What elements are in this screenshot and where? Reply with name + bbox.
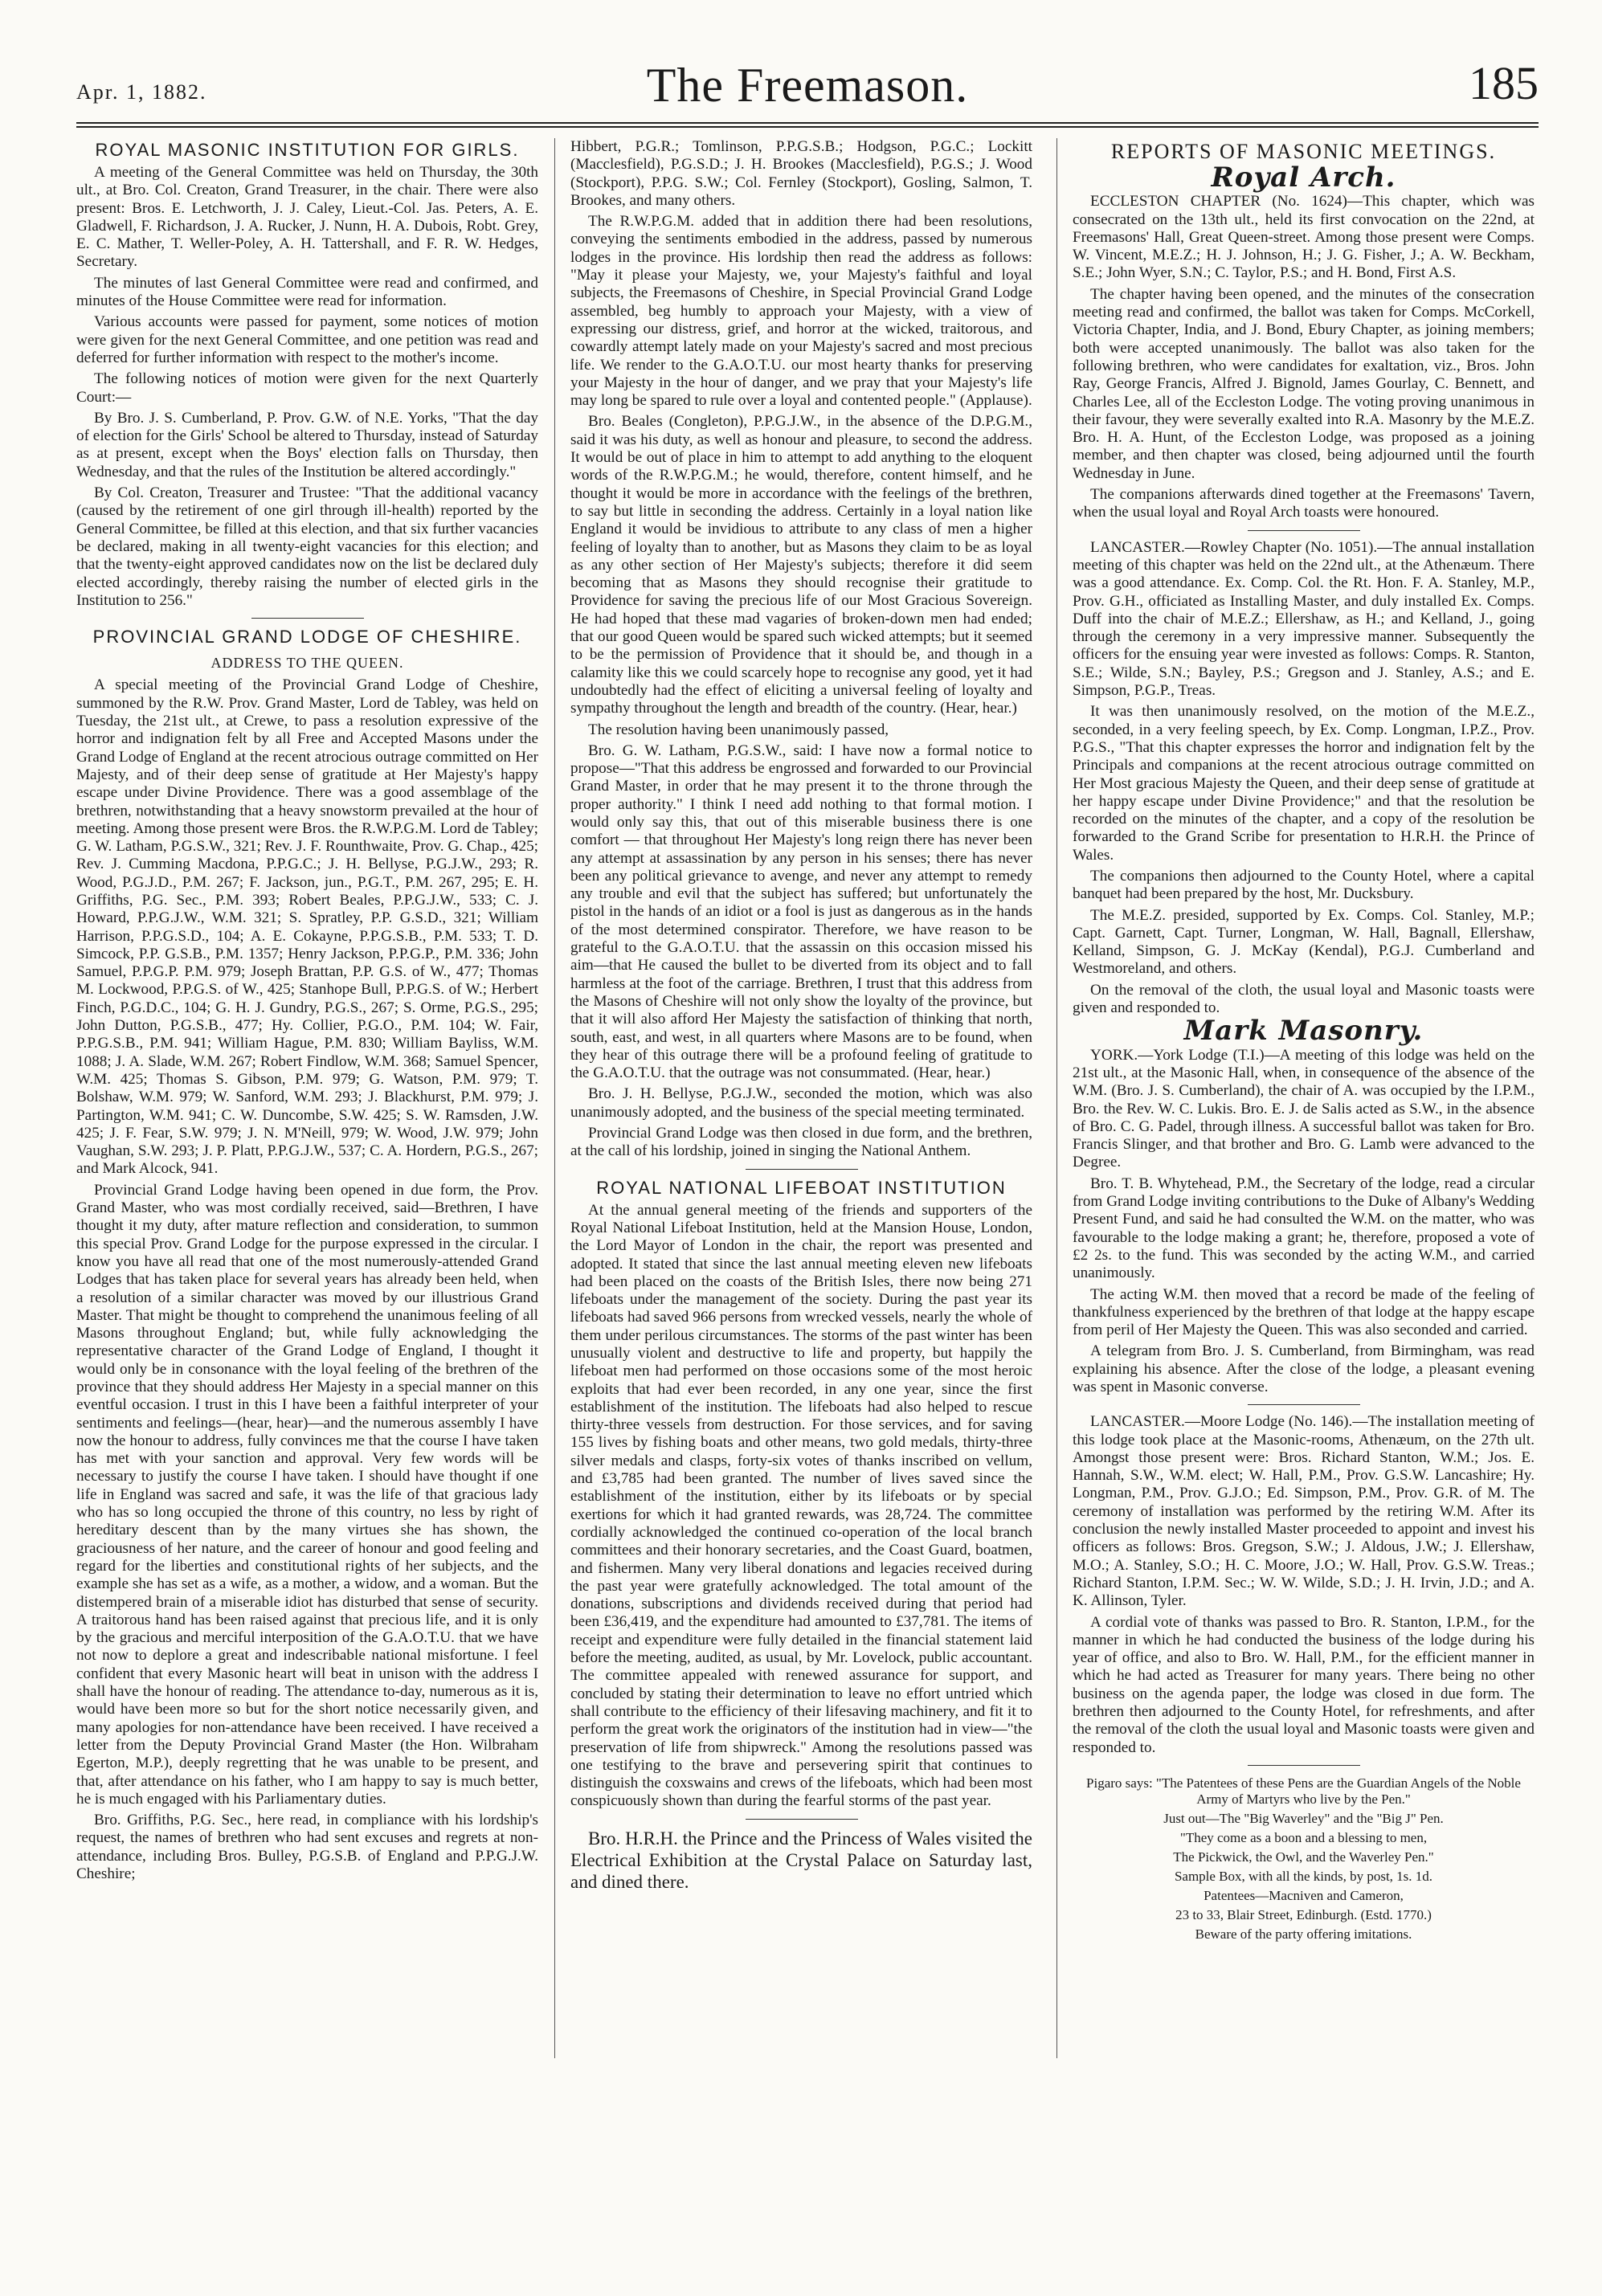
paragraph: Bro. Beales (Congleton), P.P.G.J.W., in the absence of the D.P.G.M., said it was his duty, as well as honour and pleasure, to second the address. It would be out of place in him to attempt to add anything to the eloquent words of the R.W.P.G.M.; he would, therefore, content himself, and he thought it would be more in accordance with the feelings of the brethren, to say but little in seconding the address. Certainly in a loyal nation like England it would be invidious to attribute to any class of men a higher feeling of loyalty than to another, but as Masons they claim to be as loyal as any other section of Her Majesty's subjects; therefore it did seem becoming that as Masons they should recognise their gratitude to Providence for saving the precious life of our Most Gracious Sovereign. He had hoped that these mad vagaries of broken-down men had ended; that our good Queen would be spared such wicked attempts; but it seemed to be the permission of Providence that it should be, and though in a calamity like this we could scarcely hope to recognise any good, yet it had undoubtedly had the effect of eliciting a universal feeling of loyalty and sympathy throughout the length and breadth of the country. (Hear, hear.) bbox=[570, 413, 1032, 717]
ad-line: Beware of the party offering imitations. bbox=[1195, 1926, 1412, 1942]
paragraph: LANCASTER.—Rowley Chapter (No. 1051).—The annual installation meeting of this chapter was held on the 22nd ult., at the Athenæum. There was a good attendance. Ex. Comp. Col. the Rt. Hon. F. A. Stanley, M.P., Prov. G.H., officiated as Installing Master, and duly installed Ex. Comps. Duff into the chair of M.E.Z.; Ellershaw, as H.; and Kelland, J., going through the ceremony in a very impressive manner. Subsequently the officers for the ensuing year were invested as follows: Comps. R. Stanton, S.E.; Wilde, S.N.; Bayley, P.S.; Gregson and J. Stanley, A.S.; and E. Simpson, P.G.P., Treas. bbox=[1073, 538, 1535, 700]
paragraph: LANCASTER.—Moore Lodge (No. 146).—The installation meeting of this lodge took place at the Masonic-rooms, Athenæum, on the 27th ult. Amongst those present were: Bros. Richard Stanton, W.M.; Jos. E. Hannah, S.W., W.M. elect; W. Hall, P.M., Prov. G.S.W. Lancashire; Hy. Longman, P.M., Prov. G.J.O.; Ed. Simpson, P.M., Prov. G.R. of M. The ceremony of installation was performed by the retiring W.M. After its conclusion the newly installed Master proceeded to appoint and invest his officers as follows: Bros. Gregson, S.W.; J. Aldous, J.W.; J. Ellershaw, M.O.; A. Stanley, S.O.; H. C. Moore, J.O.; W. Hall, Prov. G.S.W. Treas.; Richard Stanton, I.P.M. Sec.; W. W. Wilde, S.D.; J. H. Irvin, J.D.; and A. K. Allinson, Tyler. bbox=[1073, 1413, 1535, 1610]
heading-masonic-girls: ROYAL MASONIC INSTITUTION FOR GIRLS. bbox=[95, 140, 520, 160]
subheading-address: ADDRESS TO THE QUEEN. bbox=[210, 655, 404, 672]
paragraph: On the removal of the cloth, the usual loyal and Masonic toasts were given and responded to. bbox=[1073, 981, 1535, 1017]
paragraph: Bro. T. B. Whytehead, P.M., the Secretary of the lodge, read a circular from Grand Lodge inviting contributions to the Duke of Albany's Wedding Present Fund, and said he had consulted the W.M. on the matter, who was favourable to the lodge making a grant; he, therefore, proposed a vote of £2 2s. to the fund. This was seconded by the acting W.M., and carried unanimously. bbox=[1073, 1175, 1535, 1282]
paragraph: Bro. G. W. Latham, P.G.S.W., said: I have now a formal notice to propose—"That this address be engrossed and forwarded to our Provincial Grand Master, in order that he may present it to the throne through the proper authority." I think I need add nothing to that formal motion. I would only say this, that out of this miserable business there is one comfort — that throughout Her Majesty's long reign there has never been any attempt at assassination by any person in his senses; there has never been any political grievance to avenge, and never any attempt to remedy any trouble and evil that the subject has suffered; but unfortunately the pistol in the hands of an idiot or a fool is just as dangerous as in the hands of the most determined conspirator. Therefore, we have reason to be grateful to the G.A.O.T.U. that the assassin on this occasion missed his aim—that He caused the bullet to be diverted from its object and to fall harmless at the foot of the carriage. Brethren, I trust that this address from the Masons of Cheshire will not only show the loyalty of the province, but that it will also afford Her Majesty the satisfaction of thinking that north, south, east, and west, in all quarters where Masons are to be found, when they hear of this outrage there will be a profound feeling of gratitude to the G.A.O.T.U. that the outrage was not consummated. (Hear, hear.) bbox=[570, 742, 1032, 1082]
paragraph: Provincial Grand Lodge having been opened in due form, the Prov. Grand Master, who was most cordially received, said—Brethren, I have thought it my duty, after mature reflection and consideration, to summon this special Prov. Grand Lodge for the purpose expressed in the circular. I know you have all read that one of the most numerously-attended Grand Lodges that has taken place for several years has already been held, when a resolution of a similar character was moved by our illustrious Grand Master. That might be thought to comprehend the unanimous feeling of all Masons throughout England; but, while fully acknowledging the representative character of the Grand Lodge of England, I thought it would only be in consonance with the loyal feeling of the brethren of the province that they should address Her Majesty in a special manner on this eventful occasion. I trust in this I have been a faithful interpreter of your sentiments and feelings—(hear, hear)—and the numerous assembly I have now the honour to address, fully convinces me that the course I have taken has met with your sanction and approval. Very few words will be necessary to justify the course I have taken. I should have thought if one life in England was sacred and safe, it was the life of that gracious lady who has so long occupied the throne of this country, no less by right of hereditary descent than by the many virtues she has shown, the graciousness of her nature, and the career of honour and good feeling and regard for the liberties and constitutional rights of her subjects, and the example she has set as a wife, as a mother, a widow, and a woman. But the distempered brain of a miserable idiot has disturbed that sense of security. A traitorous hand has been raised against that precious life, and it is only by the gracious and merciful interposition of the G.A.O.T.U. that we have not now to deplore a great and indescribable national misfortune. I feel confident that every Masonic heart will beat in unison with the address I shall have the honour of reading. The attendance to-day, numerous as it is, would have been more so but for the short notice necessarily given, and many apologies for non-attendance have been received. I have received a letter from the Deputy Provincial Grand Master (the Hon. Wilbraham Egerton, M.P.), deeply regretting that he was unable to be present, and that, after attendance on his father, who I am happy to say is much better, he is much engaged with his Parliamentary duties. bbox=[76, 1181, 538, 1808]
paragraph: The companions afterwards dined together at the Freemasons' Tavern, when the usual loyal and Royal Arch toasts were honoured. bbox=[1073, 486, 1535, 521]
issue-date: Apr. 1, 1882. bbox=[76, 80, 207, 104]
paragraph: By Bro. J. S. Cumberland, P. Prov. G.W. of N.E. Yorks, "That the day of election for the Girls' School be altered to Thursday, instead of Saturday as at present, except when the Boys' election falls on Thursday, then Wednesday, and that the rules of the Institution be altered accordingly." bbox=[76, 409, 538, 480]
newspaper-title: The Freemason. bbox=[646, 59, 969, 112]
paragraph: The companions then adjourned to the County Hotel, where a capital banquet had been prepared by the host, Mr. Ducksbury. bbox=[1073, 867, 1535, 903]
section-divider bbox=[1248, 1765, 1360, 1766]
paragraph: It was then unanimously resolved, on the motion of the M.E.Z., seconded, in a very feeling speech, by Ex. Comp. Longman, I.P.Z., Prov. P.G.S., "That this chapter expresses the horror and indignation felt by the Principals and companions at the recent atrocious outrage committed on Her Most gracious Majesty the Queen, and their deep sense of gratitude at her happy escape under Divine Providence;" and that the resolution be recorded on the minutes of the chapter, and a copy of the resolution be forwarded to the Grand Scribe for presentation to H.R.H. the Prince of Wales. bbox=[1073, 703, 1535, 864]
column-divider-2 bbox=[1056, 138, 1057, 2058]
paragraph: The following notices of motion were given for the next Quarterly Court:— bbox=[76, 370, 538, 406]
ad-line: Pigaro says: "The Patentees of these Pens are the Guardian Angels of the Noble Army of Martyrs who live by the Pen." bbox=[1086, 1775, 1521, 1807]
pen-advertisement bbox=[1073, 1775, 1535, 1943]
ad-line: "They come as a boon and a blessing to men, bbox=[1179, 1829, 1428, 1845]
paragraph: The acting W.M. then moved that a record be made of the feeling of thankfulness experienced by the brethren of that lodge at the happy escape from peril of Her Majesty the Queen. This was also seconded and carried. bbox=[1073, 1285, 1535, 1339]
paragraph: ECCLESTON CHAPTER (No. 1624)—This chapter, which was consecrated on the 13th ult., held its first convocation on the 22nd, at Freemasons' Hall, Great Queen-street. Among those present were Comps. W. Vincent, M.E.Z.; H. J. Johnson, H.; J. G. Fisher, J.; A. W. Beckham, S.E.; John Wyer, S.N.; C. Taylor, P.S.; and H. Bond, First A.S. bbox=[1073, 193, 1535, 282]
heading-lifeboat: ROYAL NATIONAL LIFEBOAT INSTITUTION bbox=[596, 1177, 1007, 1198]
ad-line: Sample Box, with all the kinds, by post, 1s. 1d. bbox=[1174, 1868, 1433, 1884]
paragraph: At the annual general meeting of the friends and supporters of the Royal National Lifeboat Institution, held at the Mansion House, London, the Lord Mayor of London in the chair, the report was presented and adopted. It stated that since the last annual meeting eleven new lifeboats had been placed on the coasts of the British Isles, there now being 271 lifeboats under the management of the society. During the past year its lifeboats had saved 966 persons from wrecked vessels, nearly the whole of them under perilous circumstances. The storms of the past winter has been unusually violent and destructive to life and property, but happily the lifeboat men had performed on those occasions some of the most heroic exploits that had ever been recorded, in any one year, since the first establishment of the institution. The lifeboats had also helped to rescue thirty-three vessels from destruction. For those services, and for saving 155 lives by fishing boats and other means, two gold medals, thirty-three silver medals and clasps, forty-six votes of thanks inscribed on vellum, and £3,785 had been granted. The number of lives saved since the establishment of the institution, either by its lifeboats or by special exertions for which it had granted rewards, was 28,724. The committee cordially acknowledged the continued co-operation of the local branch committees and their honorary secretaries, and the Coast Guard, boatmen, and fishermen. Many very liberal donations and legacies received during the past year were gratefully acknowledged. The total amount of the donations, subscriptions and dividends received during that period had been £36,419, and the expenditure had amounted to £37,781. The items of receipt and expenditure were fully detailed in the financial statement laid before the meeting, audited, as usual, by Mr. Lovelock, public accountant. The committee appealed with renewed assurance for support, and concluded by stating their determination to leave no effort untried which shall contribute to the efficiency of their lifesaving machinery, and fit it to perform the great work the originators of the institution had in view—"the preservation of life from shipwreck." Among the resolutions passed was one testifying to the brave and persevering spirit that continues to distinguish the coxswains and crews of the lifeboats, which had been most conspicuously shown than during the fearful storms of the past year. bbox=[570, 1201, 1032, 1810]
paragraph: The resolution having been unanimously passed, bbox=[588, 721, 889, 738]
paragraph: The minutes of last General Committee were read and confirmed, and minutes of the House Committee were read for information. bbox=[76, 274, 538, 310]
column-3 bbox=[1073, 138, 1535, 2058]
heading-cheshire: PROVINCIAL GRAND LODGE OF CHESHIRE. bbox=[92, 627, 522, 648]
paragraph: Bro. Griffiths, P.G. Sec., here read, in compliance with his lordship's request, the names of brethren who had sent excuses and regrets at non-attendance, including Bros. Bulley, P.G.S.B. of England and P.P.G.J.W. Cheshire; bbox=[76, 1812, 538, 1883]
heading-reports: REPORTS OF MASONIC MEETINGS. bbox=[1110, 140, 1497, 163]
paragraph: By Col. Creaton, Treasurer and Trustee: "That the additional vacancy (caused by the retirement of one girl through ill-health) reported by the General Committee, be filled at this election, and that six further vacancies be declared, making in all twenty-eight vacancies for this election; and that the twenty-eight approved candidates now on the list be declared duly elected accordingly, thereby raising the number of elected girls in the Institution to 256." bbox=[76, 484, 538, 609]
heading-mark-masonry: Mark Masonry. bbox=[1183, 1015, 1424, 1048]
paragraph: The R.W.P.G.M. added that in addition there had been resolutions, conveying the sentiments embodied in the address, passed by numerous lodges in the province. His lordship then read the address as follows: "May it please your Majesty, we, your Majesty's faithful and loyal subjects, the Freemasons of Cheshire, in Special Provincial Grand Lodge assembled, beg humbly to approach your Majesty, with a view of expressing our distress, grief, and horror at the wicked, traitorous, and cowardly attempt lately made on your Majesty's sacred and most precious life. We render to the G.A.O.T.U. our most hearty thanks for preserving your Majesty in the hour of danger, and we pray that your Majesty's life may long be spared to rule over a loyal and contented people." (Applause). bbox=[570, 213, 1032, 410]
section-divider bbox=[251, 618, 364, 619]
paragraph: A telegram from Bro. J. S. Cumberland, from Birmingham, was read explaining his absence. After the close of the lodge, a pleasant evening was spent in Masonic converse. bbox=[1073, 1342, 1535, 1395]
section-divider bbox=[746, 1819, 858, 1820]
paragraph: A meeting of the General Committee was held on Thursday, the 30th ult., at Bro. Col. Creaton, Grand Treasurer, in the chair. There were also present: Bros. E. Letchworth, J. J. Caley, Lieut.-Col. Jas. Peters, A. E. Gladwell, F. Richardson, J. A. Rucker, J. Nunn, H. A. Dubois, Robt. Grey, E. C. Mather, T. Weller-Poley, A. H. Tattershall, and F. R. W. Hedges, Secretary. bbox=[76, 164, 538, 271]
ad-line: Just out—The "Big Waverley" and the "Big J" Pen. bbox=[1163, 1810, 1444, 1826]
paragraph: Bro. J. H. Bellyse, P.G.J.W., seconded the motion, which was also unanimously adopted, and the business of the special meeting terminated. bbox=[570, 1085, 1032, 1121]
masthead-rule bbox=[76, 122, 1539, 124]
section-divider bbox=[746, 1169, 858, 1170]
paragraph: YORK.—York Lodge (T.I.)—A meeting of this lodge was held on the 21st ult., at the Masonic Hall, when, in consequence of the absence of the W.M. (Bro. J. S. Cumberland), the chair of A. was occupied by the I.P.M., Bro. the Rev. W. C. Lukis. Bro. E. J. de Salis acted as S.W., in the absence of Bro. C. G. Padel, through illness. A successful ballot was taken for Bro. Francis Slinger, and that brother and Bro. G. Lamb were advanced to the Degree. bbox=[1073, 1046, 1535, 1171]
paragraph-royal-visit: Bro. H.R.H. the Prince and the Princess of Wales visited the Electrical Exhibition at the Crystal Palace on Saturday last, and dined there. bbox=[570, 1828, 1032, 1892]
section-divider bbox=[1248, 530, 1360, 531]
paragraph: Various accounts were passed for payment, some notices of motion were given for the next General Committee, and one petition was read and deferred for further information with respect to the mother's income. bbox=[76, 313, 538, 366]
paragraph: The chapter having been opened, and the minutes of the consecration meeting read and confirmed, the ballot was taken for Comps. McCorkell, Victoria Chapter, India, and J. Bond, Ebury Chapter, as joining members; both were accepted unanimously. The ballot was also taken for the following brethren, who were candidates for exaltation, viz., Bros. John Ray, George Francis, Alfred J. Bignold, James Gourlay, C. Bennett, and Charles Lee, all of the Eccleston Lodge. The voting proving unanimous in their favour, they were severally exalted into R.A. Masonry by the M.E.Z. Bro. H. A. Hunt, of the Eccleston Lodge, was proposed as a joining member, and then chapter was closed, being adjourned until the fourth Wednesday in June. bbox=[1073, 285, 1535, 482]
paragraph: A cordial vote of thanks was passed to Bro. R. Stanton, I.P.M., for the manner in which he had conducted the business of the lodge during his year of office, and also to Bro. W. Hall, P.M., for the efficient manner in which he had acted as Treasurer for many years. There being no other business on the agenda paper, the lodge was closed in due form. The brethren then adjourned to the County Hotel, for refreshments, and after the removal of the cloth the usual loyal and Masonic toasts were given and responded to. bbox=[1073, 1613, 1535, 1756]
masthead bbox=[76, 56, 1539, 112]
paragraph: A special meeting of the Provincial Grand Lodge of Cheshire, summoned by the R.W. Prov. Grand Master, Lord de Tabley, was held on Tuesday, the 21st ult., at Crewe, to pass a resolution expressive of the horror and indignation felt by all Free and Accepted Masons under the Grand Lodge of England at the recent atrocious outrage committed on Her Majesty, and of their deep sense of gratitude at Her Majesty's happy escape under Divine Providence. There was a good assemblage of the brethren, notwithstanding that a heavy snowstorm prevailed at the hour of meeting. Among those present were Bros. the R.W.P.G.M. Lord de Tabley; G. W. Latham, P.G.S.W., 321; Rev. J. F. Rounthwaite, Prov. G. Chap., 425; Rev. J. Cumming Macdona, P.P.G.C.; J. H. Bellyse, P.G.J.W., 293; R. Wood, P.G.J.D., P.M. 267; F. Jackson, jun., P.G.T., P.M. 267, 295; E. H. Griffiths, P.G. Sec., P.M. 393; Robert Beales, P.P.G.J.W., 533; C. J. Howard, P.P.G.J.W., W.M. 321; S. Spratley, P.P. G.S.D., 321; William Harrison, P.P.G.S.D., 104; A. E. Cokayne, P.P.G.S.B., P.M. 533; T. D. Simcock, P.P. G.S.B., P.M. 1357; Henry Jackson, P.P.G.P., P.M. 336; John Samuel, P.P.G.P. P.M. 979; Joseph Brattan, P.P. G.S. of W., 477; Thomas M. Lockwood, P.P.G.S. of W., 425; Stanhope Bull, P.P.G.S. of W.; Herbert Finch, P.G.D.C., 104; G. H. J. Gundry, P.G.S., 267; S. Orme, P.G.S., 295; John Dutton, P.G.S.B., 477; Hy. Collier, P.G.O., P.M. 104; W. Fair, P.P.G.S.B., P.M. 941; William Hague, P.M. 830; William Bayliss, W.M. 1088; J. A. Slade, W.M. 267; Robert Findlow, W.M. 368; Samuel Spencer, W.M. 425; Thomas S. Gibson, P.M. 979; G. Watson, P.M. 979; T. Bolshaw, W.M. 979; W. Sanford, W.M. 293; J. Blackhurst, P.M. 979; J. Partington, W.M. 941; C. W. Duncombe, S.W. 425; S. W. Ramsden, J.W. 425; J. F. Fear, S.W. 979; J. N. M'Neill, 979; W. Wood, J.W. 979; John Vaughan, S.W. 293; J. P. Platt, P.P.G.J.W., 537; C. A. Hordern, P.G.S., 267; and Mark Alcock, 941. bbox=[76, 676, 538, 1178]
column-2 bbox=[570, 138, 1032, 2058]
ad-line: 23 to 33, Blair Street, Edinburgh. (Estd. 1770.) bbox=[1175, 1906, 1432, 1922]
masthead-rule-2 bbox=[76, 126, 1539, 128]
ad-line: The Pickwick, the Owl, and the Waverley Pen." bbox=[1173, 1849, 1434, 1865]
paragraph: The M.E.Z. presided, supported by Ex. Comps. Col. Stanley, M.P.; Capt. Garnett, Capt. Turner, Longman, W. Hall, Bagnall, Ellershaw, Kelland, Simpson, G. J. McKay (Kendal), P.G.J. Cumberland and Westmoreland, and others. bbox=[1073, 906, 1535, 978]
ad-line: Patentees—Macniven and Cameron, bbox=[1204, 1887, 1404, 1903]
column-divider-1 bbox=[554, 138, 555, 2058]
heading-royal-arch: Royal Arch. bbox=[1211, 161, 1396, 194]
paragraph: Provincial Grand Lodge was then closed in due form, and the brethren, at the call of his lordship, joined in singing the National Anthem. bbox=[570, 1125, 1032, 1160]
section-divider bbox=[1248, 1404, 1360, 1405]
paragraph: Hibbert, P.G.R.; Tomlinson, P.P.G.S.B.; Hodgson, P.G.C.; Lockitt (Macclesfield), P.G.S.D.; J. H. Brookes (Macclesfield), P.G.S.; J. Wood (Stockport), P.P.G. S.W.; Col. Fernley (Stockport), Gosling, Salmon, T. Brookes, and many others. bbox=[570, 138, 1032, 209]
column-1 bbox=[76, 138, 538, 2058]
page-number: 185 bbox=[1469, 57, 1539, 109]
